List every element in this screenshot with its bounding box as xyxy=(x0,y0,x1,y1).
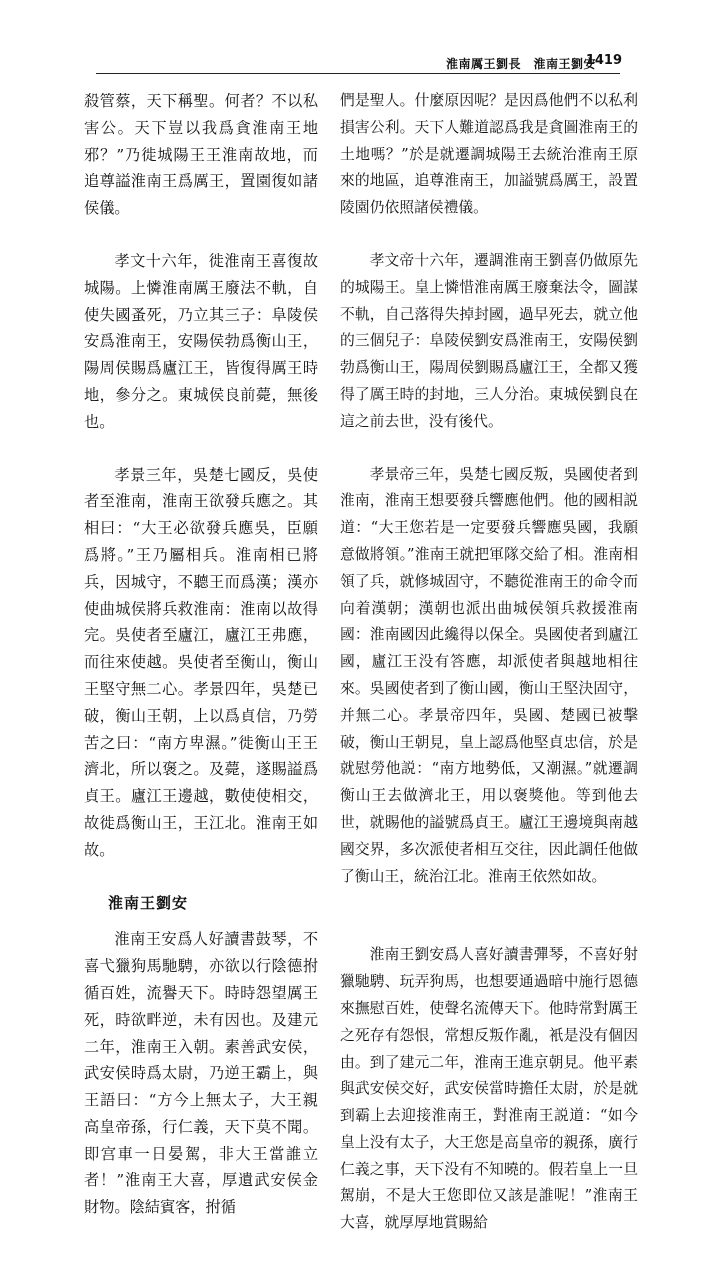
classical-paragraph-3: 孝景三年，吳楚七國反，吳使者至淮南，淮南王欲發兵應之。其相曰：“大王必欲發兵應吳，臣願爲將。”王乃屬相兵。淮南相已將兵，因城守，不聽王而爲漢；漢亦使曲城侯將兵救淮南：淮南以故得完。吳使者至廬江，廬江王弗應，而往來使越。吳使者至衡山，衡山王堅守無二心。孝景四年，吳楚已破，衡山王朝，上以爲貞信，乃勞苦之曰：“南方卑濕。”徙衡山王王濟北，所以褒之。及薨，遂賜謚爲貞王。廬江王邊越，數使使相交，故徙爲衡山王，王江北。淮南王如故。 xyxy=(84,465,318,859)
section-spacer xyxy=(340,916,638,942)
classical-section-paragraph: 淮南王安爲人好讀書鼓琴，不喜弋獵狗馬馳騁，亦欲以行陰德拊循百姓，流譽天下。時時怨望厲王死，時欲畔逆，未有因也。及建元二年，淮南王入朝。素善武安侯，武安侯時爲太尉，乃逆王霸上，與王語曰：“方今上無太子，大王親高皇帝孫，行仁義，天下莫不聞。即宫車一日晏駕，非大王當誰立者！”淮南王大喜，厚遺武安侯金財物。陰結賓客，拊循 xyxy=(84,930,318,1217)
classical-paragraph-1: 殺管蔡，天下稱聖。何者？不以私害公。天下豈以我爲貪淮南王地邪？”乃徙城陽王王淮南故地，而追尊謚淮南王爲厲王，置園復如諸侯儀。 xyxy=(84,92,318,218)
header-rule xyxy=(96,73,620,74)
section-heading: 淮南王劉安 xyxy=(108,893,189,912)
running-title: 淮南厲王劉長 淮南王劉安 xyxy=(445,57,596,71)
classical-text-column xyxy=(84,88,318,1247)
classical-paragraph-2: 孝文十六年，徙淮南王喜復故城陽。上憐淮南厲王廢法不軌，自使失國蚤死，乃立其三子：阜陵侯安爲淮南王，安陽侯勃爲衡山王，陽周侯賜爲廬江王，皆復得厲王時地，參分之。東城侯良前薨，無後也。 xyxy=(84,251,318,431)
translation-section-paragraph: 淮南王劉安爲人喜好讀書彈琴，不喜好射獵馳騁、玩弄狗馬，也想要通過暗中施行恩德來撫慰百姓，使聲名流傳天下。他時常對厲王之死存有怨恨，常想反叛作亂，衹是没有個因由。到了建元二年，淮南王進京朝見。他平素與武安侯交好，武安侯當時擔任太尉，於是就到霸上去迎接淮南王，對淮南王説道：“如今皇上没有太子，大王您是高皇帝的親孫，廣行仁義之事，天下没有不知曉的。假若皇上一旦駕崩，不是大王您即位又該是誰呢！”淮南王大喜，就厚厚地賞賜給 xyxy=(340,946,638,1232)
translation-paragraph-3: 孝景帝三年，吳楚七國反叛，吳國使者到淮南，淮南王想要發兵響應他們。他的國相説道：“大王您若是一定要發兵響應吳國，我願意做將領。”淮南王就把軍隊交給了相。淮南相領了兵，就修城固守，不聽從淮南王的命令而向着漢朝；漢朝也派出曲城侯領兵救援淮南國：淮南國因此纔得以保全。吳國使者到廬江國，廬江王没有答應，却派使者與越地相往來。吳國使者到了衡山國，衡山王堅決固守，并無二心。孝景帝四年，吳國、楚國已被擊破，衡山王朝見，皇上認爲他堅貞忠信，於是就慰勞他説：“南方地勢低，又潮濕。”就遷調衡山王去做濟北王，用以褒獎他。等到他去世，就賜他的謚號爲貞王。廬江王邊境與南越國交界，多次派使者相互交往，因此調任他做了衡山王，統治江北。淮南王依然如故。 xyxy=(340,465,638,885)
page-number: 1419 xyxy=(585,53,622,68)
translation-paragraph-1: 們是聖人。什麼原因呢？是因爲他們不以私利損害公利。天下人難道認爲我是貪圖淮南王的土地嗎？”於是就遷調城陽王去統治淮南王原來的地區，追尊淮南王，加謚號爲厲王，設置陵園仍依照諸侯禮儀。 xyxy=(340,92,638,217)
page-header xyxy=(0,0,716,74)
translation-paragraph-2: 孝文帝十六年，遷調淮南王劉喜仍做原先的城陽王。皇上憐惜淮南厲王廢棄法令，圖謀不軌，自己落得失掉封國，過早死去，就立他的三個兒子：阜陵侯劉安爲淮南王，安陽侯劉勃爲衡山王，陽周侯劉賜爲廬江王，全都又獲得了厲王時的封地，三人分治。東城侯劉良在這之前去世，没有後代。 xyxy=(340,251,638,430)
translation-column xyxy=(340,88,638,1263)
